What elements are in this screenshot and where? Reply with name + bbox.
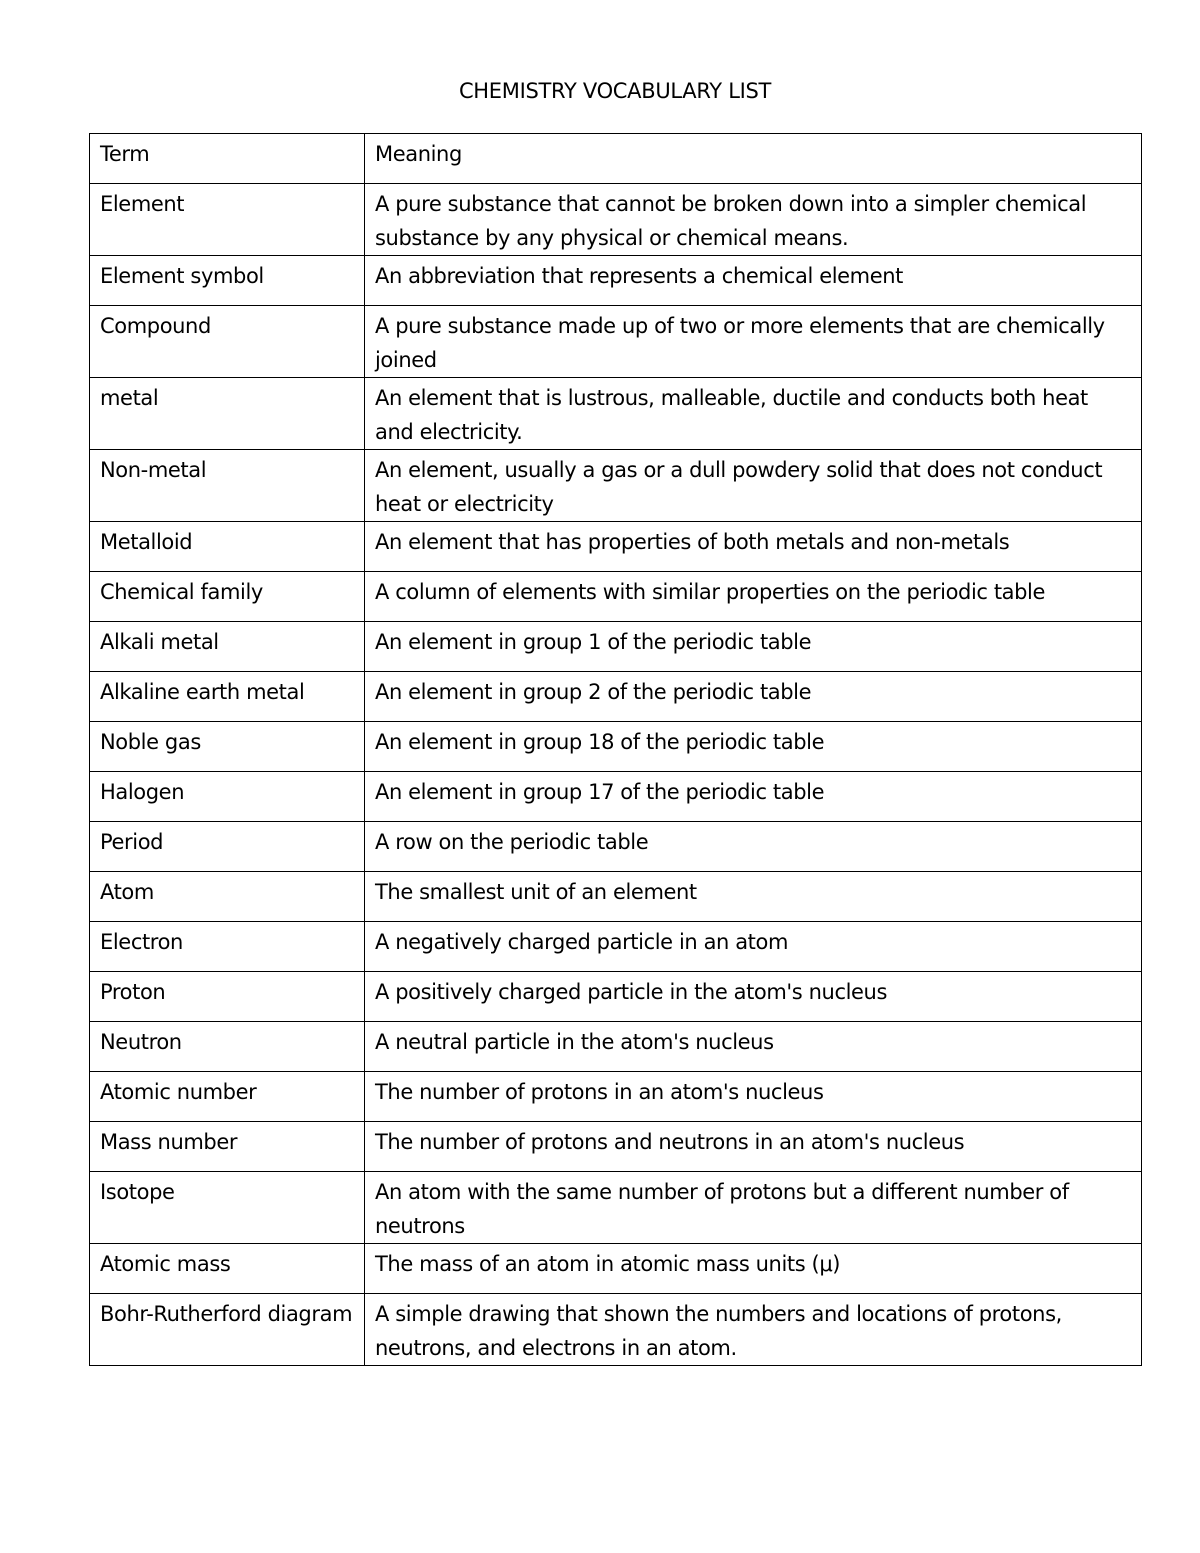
meaning-cell: The number of protons in an atom's nucleus <box>365 1072 1142 1122</box>
table-row <box>90 972 1142 1022</box>
meaning-cell: The mass of an atom in atomic mass units (μ) <box>365 1244 1142 1294</box>
meaning-cell: An element, usually a gas or a dull powdery solid that does not conduct heat or electricity <box>365 450 1142 522</box>
term-cell: Element symbol <box>90 256 365 306</box>
table-row <box>90 622 1142 672</box>
term-cell: Mass number <box>90 1122 365 1172</box>
table-row <box>90 872 1142 922</box>
table-row <box>90 772 1142 822</box>
meaning-cell: A pure substance made up of two or more elements that are chemically joined <box>365 306 1142 378</box>
table-row <box>90 1022 1142 1072</box>
meaning-cell: A simple drawing that shown the numbers and locations of protons, neutrons, and electrons in an atom. <box>365 1294 1142 1366</box>
term-cell: Bohr-Rutherford diagram <box>90 1294 365 1366</box>
meaning-cell: An abbreviation that represents a chemical element <box>365 256 1142 306</box>
meaning-cell: An element in group 1 of the periodic table <box>365 622 1142 672</box>
table-header-row <box>90 134 1142 184</box>
table-row <box>90 184 1142 256</box>
table-row <box>90 1294 1142 1366</box>
meaning-cell: An element in group 2 of the periodic table <box>365 672 1142 722</box>
term-cell: Isotope <box>90 1172 365 1244</box>
vocabulary-table <box>89 133 1142 1366</box>
term-cell: Atomic mass <box>90 1244 365 1294</box>
meaning-cell: An element in group 18 of the periodic table <box>365 722 1142 772</box>
table-row <box>90 1172 1142 1244</box>
table-row <box>90 522 1142 572</box>
meaning-cell: A negatively charged particle in an atom <box>365 922 1142 972</box>
table-row <box>90 1244 1142 1294</box>
table-row <box>90 1122 1142 1172</box>
table-row <box>90 922 1142 972</box>
meaning-cell: A neutral particle in the atom's nucleus <box>365 1022 1142 1072</box>
table-row <box>90 256 1142 306</box>
meaning-cell: An atom with the same number of protons but a different number of neutrons <box>365 1172 1142 1244</box>
term-cell: Neutron <box>90 1022 365 1072</box>
table-row <box>90 822 1142 872</box>
table-row <box>90 722 1142 772</box>
table-row <box>90 378 1142 450</box>
term-cell: Alkali metal <box>90 622 365 672</box>
meaning-cell: A row on the periodic table <box>365 822 1142 872</box>
page-title: CHEMISTRY VOCABULARY LIST <box>458 79 772 103</box>
meaning-cell: An element that has properties of both metals and non-metals <box>365 522 1142 572</box>
meaning-cell: A column of elements with similar properties on the periodic table <box>365 572 1142 622</box>
table-row <box>90 572 1142 622</box>
meaning-cell: The smallest unit of an element <box>365 872 1142 922</box>
table-row <box>90 450 1142 522</box>
term-cell: Noble gas <box>90 722 365 772</box>
table-row <box>90 1072 1142 1122</box>
column-header-term: Term <box>90 134 365 184</box>
meaning-cell: An element in group 17 of the periodic table <box>365 772 1142 822</box>
term-cell: Alkaline earth metal <box>90 672 365 722</box>
table-row <box>90 672 1142 722</box>
term-cell: Metalloid <box>90 522 365 572</box>
term-cell: metal <box>90 378 365 450</box>
term-cell: Atomic number <box>90 1072 365 1122</box>
term-cell: Element <box>90 184 365 256</box>
meaning-cell: A pure substance that cannot be broken down into a simpler chemical substance by any physical or chemical means. <box>365 184 1142 256</box>
term-cell: Proton <box>90 972 365 1022</box>
meaning-cell: An element that is lustrous, malleable, ductile and conducts both heat and electricity. <box>365 378 1142 450</box>
term-cell: Halogen <box>90 772 365 822</box>
table-row <box>90 306 1142 378</box>
term-cell: Chemical family <box>90 572 365 622</box>
meaning-cell: The number of protons and neutrons in an atom's nucleus <box>365 1122 1142 1172</box>
column-header-meaning: Meaning <box>365 134 1142 184</box>
term-cell: Non-metal <box>90 450 365 522</box>
term-cell: Atom <box>90 872 365 922</box>
term-cell: Period <box>90 822 365 872</box>
term-cell: Compound <box>90 306 365 378</box>
term-cell: Electron <box>90 922 365 972</box>
meaning-cell: A positively charged particle in the atom's nucleus <box>365 972 1142 1022</box>
